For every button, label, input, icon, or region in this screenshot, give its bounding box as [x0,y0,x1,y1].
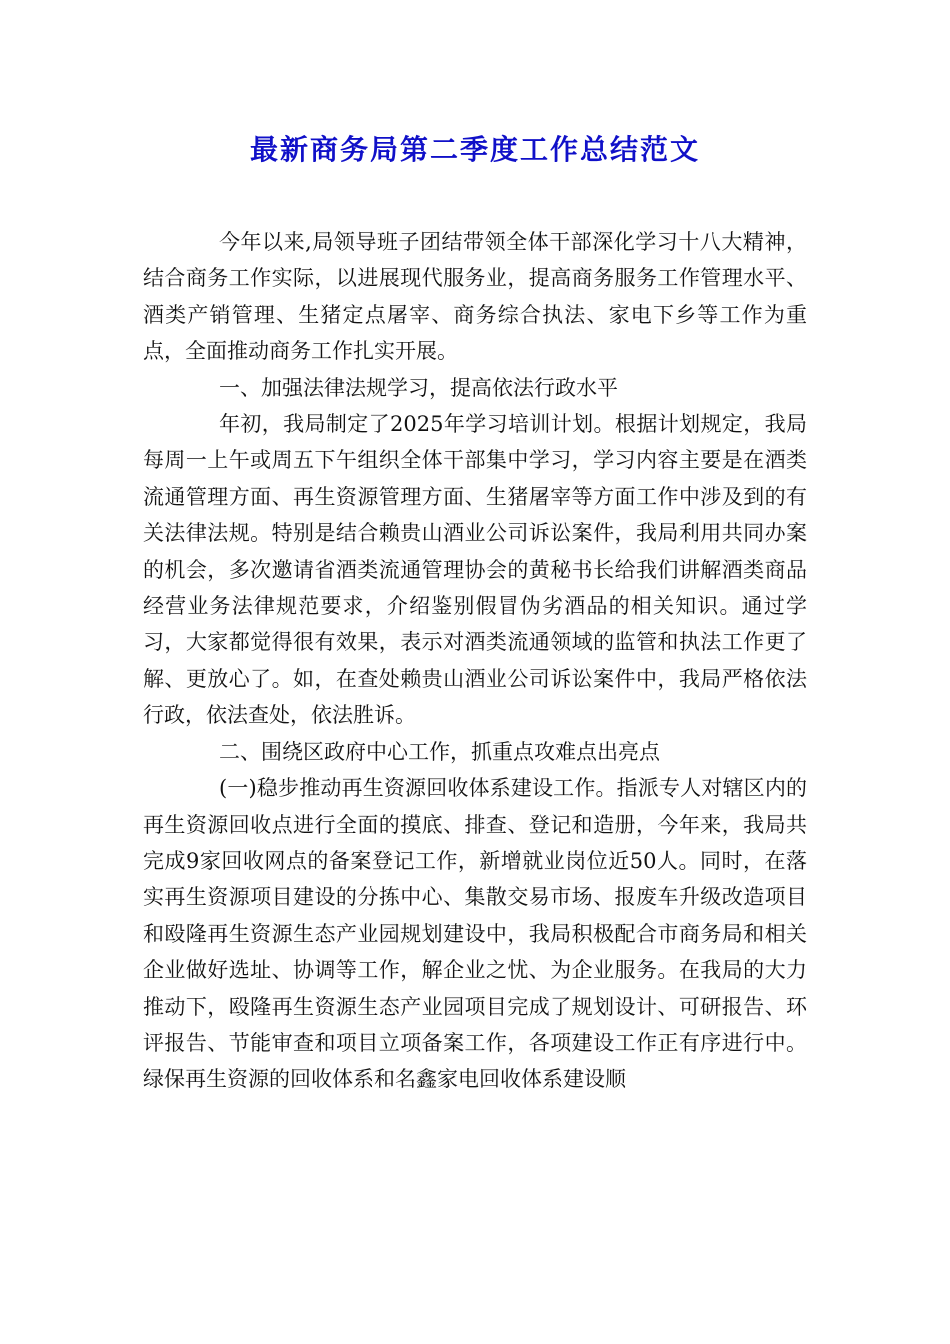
section-heading-2: 二、围绕区政府中心工作，抓重点攻难点出亮点 [219,739,660,764]
document-body [143,224,807,1098]
paragraph-recycling: (一)稳步推动再生资源回收体系建设工作。指派专人对辖区内的再生资源回收点进行全面的摸底、排查、登记和造册，今年来，我局共完成9家回收网点的备案登记工作，新增就业岗位近50人。同时，在落实再生资源项目建设的分拣中心、集散交易市场、报废车升级改造项目和殴隆再生资源生态产业园规划建设中，我局积极配合市商务局和相关企业做好选址、协调等工作，解企业之忧、为企业服务。在我局的大力推动下，殴隆再生资源生态产业园项目完成了规划设计、可研报告、环评报告、节能审查和项目立项备案工作，各项建设工作正有序进行中。绿保再生资源的回收体系和名鑫家电回收体系建设顺 [143,776,807,1092]
document-title: 最新商务局第二季度工作总结范文 [249,133,700,166]
section-heading-1: 一、加强法律法规学习，提高依法行政水平 [219,375,618,400]
paragraph-legal-study: 年初，我局制定了2025年学习培训计划。根据计划规定，我局每周一上午或周五下午组织全体干部集中学习，学习内容主要是在酒类流通管理方面、再生资源管理方面、生猪屠宰等方面工作中涉及到的有关法律法规。特别是结合赖贵山酒业公司诉讼案件，我局利用共同办案的机会，多次邀请省酒类流通管理协会的黄秘书长给我们讲解酒类商品经营业务法律规范要求，介绍鉴别假冒伪劣酒品的相关知识。通过学习，大家都觉得很有效果，表示对酒类流通领域的监管和执法工作更了解、更放心了。如，在查处赖贵山酒业公司诉讼案件中，我局严格依法行政，依法查处，依法胜诉。 [143,412,807,728]
paragraph-intro: 今年以来,局领导班子团结带领全体干部深化学习十八大精神，结合商务工作实际，以进展现代服务业，提高商务服务工作管理水平、酒类产销管理、生猪定点屠宰、商务综合执法、家电下乡等工作为重点，全面推动商务工作扎实开展。 [143,230,807,364]
